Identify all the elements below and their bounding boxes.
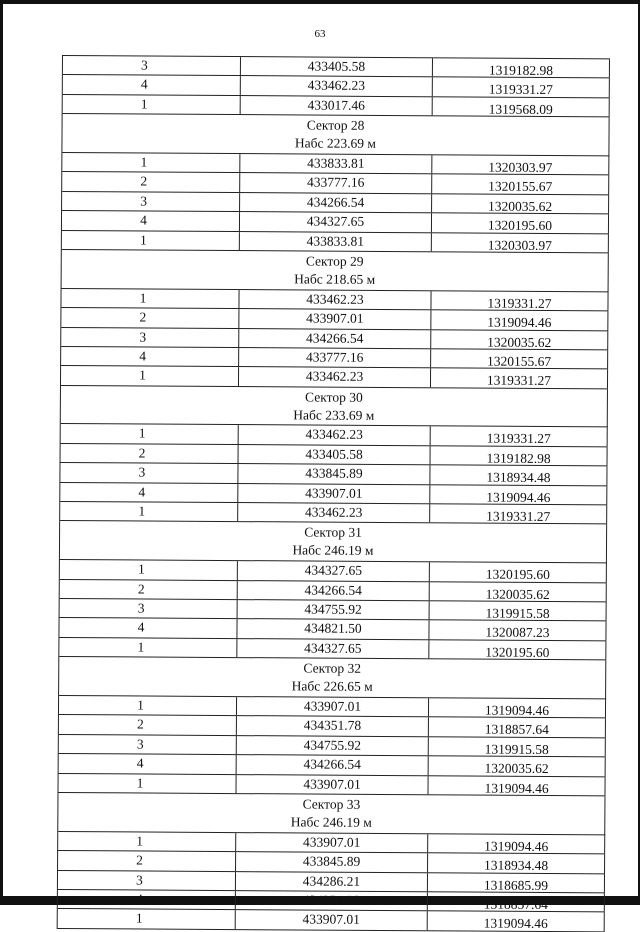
y-coordinate-cell: 1320035.62 [429,756,606,775]
y-coordinate-cell: 1319331.27 [431,291,608,310]
x-coordinate-cell: 433907.01 [236,775,428,795]
x-coordinate-cell: 434286.21 [236,872,428,892]
scan-border-top [0,0,640,4]
page-number: 63 [314,28,326,40]
x-coordinate-cell: 434755.92 [238,600,430,620]
y-coordinate-cell: 1320303.97 [432,233,609,252]
y-coordinate-cell: 1320195.60 [432,213,609,232]
x-coordinate-cell: 434327.65 [237,639,429,659]
sector-title: Сектор 32 [303,660,362,677]
point-number-cell: 3 [62,192,240,211]
y-coordinate-cell: 1319094.46 [431,310,608,329]
sector-header [59,657,606,699]
y-coordinate-cell: 1319182.98 [433,58,610,77]
sector-height: Набс 246.19 м [290,814,372,830]
x-coordinate-cell: 434821.50 [237,619,429,639]
x-coordinate-cell: 433845.89 [238,464,430,484]
point-number-cell: 4 [60,483,238,502]
y-coordinate-cell: 1319331.27 [433,78,610,97]
point-number-cell: 3 [61,328,239,347]
point-number-cell: 4 [59,754,237,773]
y-coordinate-cell: 1319915.58 [430,601,607,620]
y-coordinate-cell: 1319915.58 [429,737,606,756]
point-number-cell: 4 [61,347,239,366]
point-number-cell: 1 [61,366,239,385]
x-coordinate-cell: 434266.54 [238,581,430,601]
x-coordinate-cell: 434266.54 [239,329,431,349]
sector-height: Набс 223.69 м [294,135,377,152]
y-coordinate-cell: 1320155.67 [431,349,608,368]
sector-height: Набс 246.19 м [292,542,374,559]
sector-header [61,386,608,428]
y-coordinate-cell: 1319094.46 [428,834,605,853]
y-coordinate-cell: 1319331.27 [431,427,608,446]
point-number-cell: 3 [63,56,241,75]
point-number-cell: 1 [60,502,238,521]
point-number-cell: 1 [58,832,236,851]
point-number-cell: 2 [61,444,239,463]
x-coordinate-cell: 433462.23 [238,503,430,523]
y-coordinate-cell: 1320303.97 [432,155,609,174]
sector-title: Сектор 28 [306,117,365,134]
point-number-cell: 4 [58,890,236,909]
y-coordinate-cell: 1319094.46 [430,485,607,504]
x-coordinate-cell: 433777.16 [239,348,431,368]
point-number-cell: 3 [59,735,237,754]
x-coordinate-cell: 433462.23 [239,426,431,446]
x-coordinate-cell: 433845.89 [236,852,428,872]
point-number-cell: 4 [62,211,240,230]
x-coordinate-cell: 433777.16 [240,173,432,193]
x-coordinate-cell: 433462.23 [241,76,433,96]
x-coordinate-cell: 433462.23 [239,367,431,387]
sector-height: Набс 233.69 м [293,407,375,423]
sector-title: Сектор 29 [305,253,364,269]
point-number-cell: 1 [61,424,239,443]
y-coordinate-cell: 1319568.09 [433,97,610,116]
x-coordinate-cell: 433833.81 [240,154,432,174]
x-coordinate-cell: 433405.58 [239,445,431,465]
point-number-cell: 2 [62,172,240,191]
y-coordinate-cell: 1319331.27 [430,504,607,523]
sector-height: Набс 218.65 м [294,271,376,287]
x-coordinate-cell: 433907.01 [238,484,430,504]
point-number-cell: 2 [61,308,239,327]
y-coordinate-cell: 1319182.98 [431,446,608,465]
x-coordinate-cell: 434351.78 [237,716,429,736]
sector-title: Сектор 31 [304,524,362,541]
x-coordinate-cell: 433462.23 [239,290,431,310]
x-coordinate-cell: 434327.65 [240,212,432,232]
y-coordinate-cell: 1318934.48 [430,466,607,485]
sector-height: Набс 226.65 м [291,678,373,695]
point-number-cell: 3 [60,463,238,482]
sector-header [60,521,607,563]
scan-border-left [0,0,3,905]
point-number-cell: 1 [58,909,236,928]
point-number-cell: 1 [62,231,240,250]
y-coordinate-cell: 1320195.60 [430,562,607,581]
x-coordinate-cell: 433907.01 [237,697,429,717]
x-coordinate-cell: 434351.78 [236,891,428,911]
y-coordinate-cell: 1319094.46 [428,912,605,931]
x-coordinate-cell: 434266.54 [240,193,432,213]
point-number-cell: 1 [59,696,237,715]
y-coordinate-cell: 1319094.46 [428,776,605,795]
point-number-cell: 4 [63,75,241,94]
sector-title: Сектор 30 [305,389,363,405]
point-number-cell: 2 [59,715,237,734]
point-number-cell: 1 [63,95,241,114]
point-number-cell: 2 [60,580,238,599]
y-coordinate-cell: 1319331.27 [431,369,608,388]
coordinates-table [57,55,610,932]
y-coordinate-cell: 1319094.46 [429,698,606,717]
sector-title: Сектор 33 [302,796,361,812]
point-number-cell: 2 [58,851,236,870]
y-coordinate-cell: 1318685.99 [428,873,605,892]
point-number-cell: 1 [58,774,236,793]
point-number-cell: 1 [59,638,237,657]
x-coordinate-cell: 433907.01 [239,309,431,329]
y-coordinate-cell: 1320035.62 [432,194,609,213]
point-number-cell: 4 [59,618,237,637]
y-coordinate-cell: 1318934.48 [428,853,605,872]
y-coordinate-cell: 1320195.60 [429,640,606,659]
x-coordinate-cell: 433405.58 [241,57,433,77]
point-number-cell: 3 [60,599,238,618]
x-coordinate-cell: 434755.92 [237,736,429,756]
x-coordinate-cell: 434266.54 [237,755,429,775]
point-number-cell: 3 [58,870,236,889]
point-number-cell: 1 [61,289,239,308]
sector-header [62,250,609,292]
point-number-cell: 1 [62,153,240,172]
x-coordinate-cell: 433907.01 [236,910,428,930]
x-coordinate-cell: 433017.46 [241,96,433,116]
sector-header [58,793,605,835]
point-number-cell: 1 [60,560,238,579]
table-row [58,909,605,932]
x-coordinate-cell: 433907.01 [236,833,428,853]
x-coordinate-cell: 434327.65 [238,561,430,581]
y-coordinate-cell: 1318857.64 [429,718,606,737]
y-coordinate-cell: 1320087.23 [429,621,606,640]
x-coordinate-cell: 433833.81 [240,232,432,252]
sector-header [62,114,609,156]
y-coordinate-cell: 1320035.62 [431,330,608,349]
y-coordinate-cell: 1320155.67 [432,175,609,194]
y-coordinate-cell: 1320035.62 [430,582,607,601]
y-coordinate-cell: 1318857.64 [428,892,605,911]
